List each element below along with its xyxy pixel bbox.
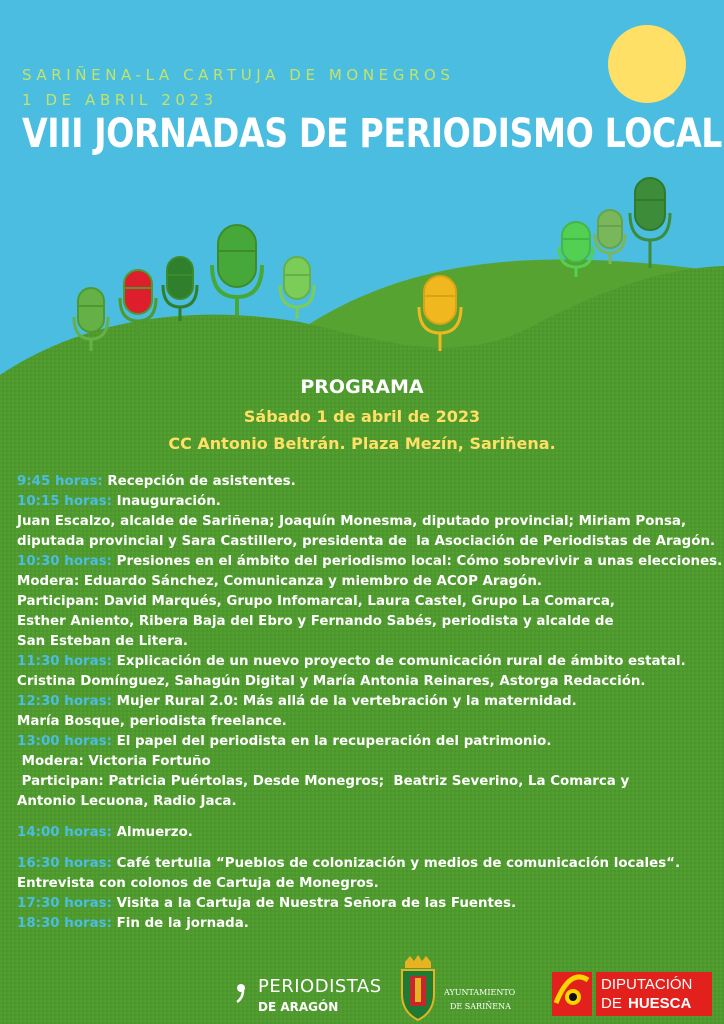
schedule-text: El papel del periodista en la recuperación del patrimonio. — [116, 734, 552, 749]
schedule-line — [17, 492, 717, 512]
microphone-icon — [212, 225, 262, 315]
schedule-line — [17, 894, 717, 914]
schedule-line — [17, 672, 717, 692]
schedule-text: Almuerzo. — [116, 825, 193, 840]
schedule-text: Inauguración. — [116, 494, 221, 509]
schedule-text: Modera: Victoria Fortuño — [17, 754, 211, 769]
schedule-line — [17, 712, 717, 732]
schedule-time: 13:00 horas: — [17, 734, 112, 749]
sun-icon — [608, 25, 686, 103]
sponsor-footer — [0, 960, 724, 1024]
schedule-text: Participan: Patricia Puértolas, Desde Monegros; Beatriz Severino, La Comarca y — [17, 774, 630, 789]
schedule-line — [17, 752, 717, 772]
schedule-time: 18:30 horas: — [17, 916, 112, 931]
program-heading: PROGRAMA — [300, 376, 424, 398]
schedule-line — [17, 772, 717, 792]
schedule-time: 12:30 horas: — [17, 694, 112, 709]
date-line: 1 DE ABRIL 2023 — [22, 91, 218, 109]
microphone-icon — [630, 178, 670, 268]
schedule-time: 11:30 horas: — [17, 654, 112, 669]
schedule-text: San Esteban de Litera. — [17, 634, 188, 649]
diputacion-logo-title: DIPUTACIÓN — [601, 976, 693, 993]
schedule-line — [17, 792, 717, 812]
program-venue: CC Antonio Beltrán. Plaza Mezín, Sariñena. — [168, 434, 556, 453]
schedule-line — [17, 612, 717, 632]
schedule-text: Participan: David Marqués, Grupo Infomarcal, Laura Castel, Grupo La Comarca, — [17, 594, 615, 609]
ayuntamiento-logo-subtitle: DE SARIÑENA — [450, 1002, 511, 1011]
diputacion-logo-de: DE — [601, 995, 622, 1012]
schedule-line — [17, 472, 717, 492]
schedule-line — [17, 914, 717, 934]
diputacion-logo-huesca: HUESCA — [628, 995, 692, 1012]
schedule-text: Visita a la Cartuja de Nuestra Señora de las Fuentes. — [116, 896, 517, 911]
schedule-line — [17, 854, 717, 874]
schedule-line — [17, 692, 717, 712]
schedule-line — [17, 532, 717, 552]
schedule-text: Presiones en el ámbito del periodismo local: Cómo sobrevivir a unas elecciones. — [116, 554, 723, 569]
program-date: Sábado 1 de abril de 2023 — [243, 407, 481, 426]
schedule-line — [17, 652, 717, 672]
schedule-time: 9:45 horas: — [17, 474, 103, 489]
periodistas-logo-title: PERIODISTAS — [258, 976, 382, 997]
schedule-text: Café tertulia “Pueblos de colonización y medios de comunicación locales“. — [116, 856, 681, 871]
schedule-time: 10:30 horas: — [17, 554, 112, 569]
microphone-icon — [163, 257, 197, 321]
schedule-line — [17, 572, 717, 592]
schedule-time: 14:00 horas: — [17, 825, 112, 840]
schedule-text: diputada provincial y Sara Castillero, presidenta de la Asociación de Periodistas de Aragón. — [17, 534, 716, 549]
schedule-line — [17, 552, 723, 572]
periodistas-logo-subtitle: DE ARAGÓN — [258, 1000, 339, 1014]
ayuntamiento-logo-title: AYUNTAMIENTO — [444, 988, 516, 997]
microphone-icon — [280, 257, 314, 319]
schedule-text: Explicación de un nuevo proyecto de comunicación rural de ámbito estatal. — [116, 654, 686, 669]
schedule-line — [17, 823, 717, 843]
schedule-spacer — [17, 843, 717, 854]
schedule-line — [17, 512, 717, 532]
schedule-time: 17:30 horas: — [17, 896, 112, 911]
event-title: VIII JORNADAS DE PERIODISMO LOCAL — [22, 111, 722, 157]
schedule-line — [17, 592, 717, 612]
schedule-text: Modera: Eduardo Sánchez, Comunicanza y miembro de ACOP Aragón. — [17, 574, 542, 589]
schedule-text: Esther Aniento, Ribera Baja del Ebro y Fernando Sabés, periodista y alcalde de — [17, 614, 614, 629]
schedule-text: Cristina Domínguez, Sahagún Digital y María Antonia Reinares, Astorga Redacción. — [17, 674, 646, 689]
schedule-text: María Bosque, periodista freelance. — [17, 714, 287, 729]
schedule-text: Entrevista con colonos de Cartuja de Monegros. — [17, 876, 379, 891]
schedule-line — [17, 732, 717, 752]
schedule-line — [17, 874, 717, 894]
schedule-time: 10:15 horas: — [17, 494, 112, 509]
schedule-text: Recepción de asistentes. — [107, 474, 296, 489]
schedule-time: 16:30 horas: — [17, 856, 112, 871]
schedule-text: Juan Escalzo, alcalde de Sariñena; Joaquín Monesma, diputado provincial; Miriam Ponsa, — [17, 514, 687, 529]
schedule-text: Antonio Lecuona, Radio Jaca. — [17, 794, 237, 809]
schedule-list — [17, 472, 723, 934]
microphone-icon — [595, 210, 625, 264]
schedule-text: Fin de la jornada. — [116, 916, 249, 931]
location-line: SARIÑENA-LA CARTUJA DE MONEGROS — [22, 66, 455, 84]
schedule-spacer — [17, 812, 717, 823]
schedule-line — [17, 632, 717, 652]
schedule-text: Mujer Rural 2.0: Más allá de la vertebración y la maternidad. — [116, 694, 577, 709]
